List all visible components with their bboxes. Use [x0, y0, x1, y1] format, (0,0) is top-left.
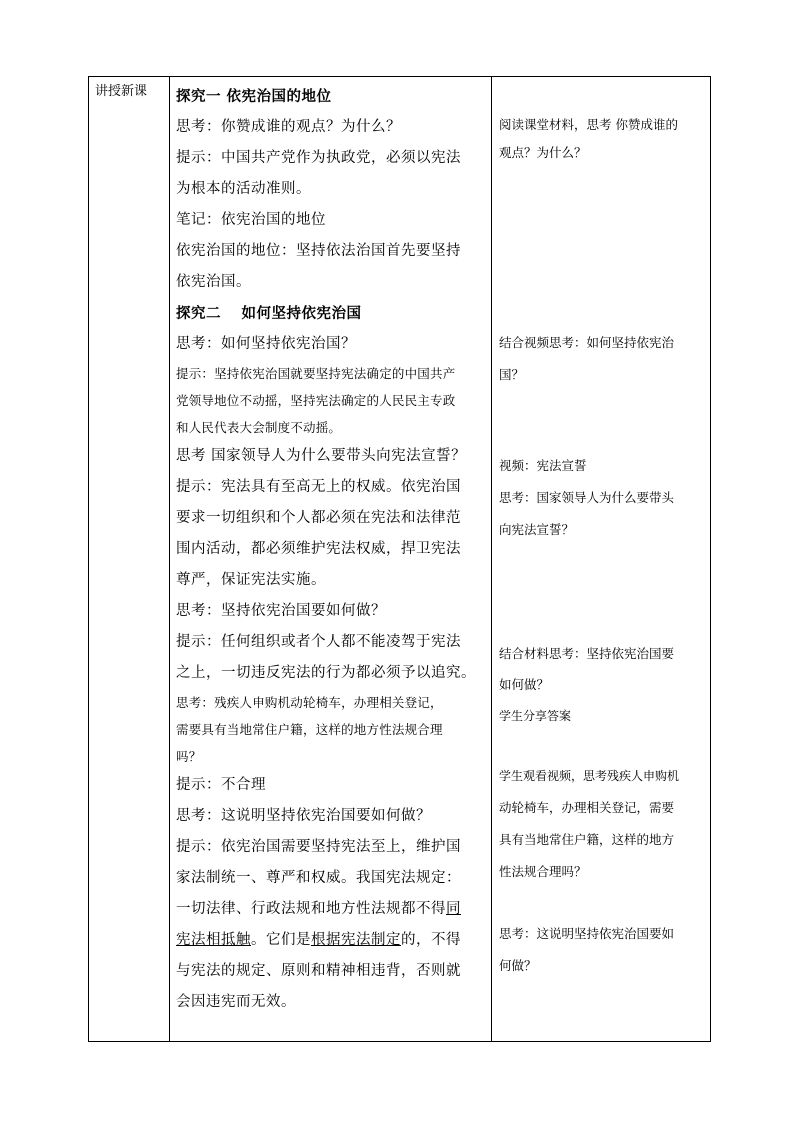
student-note: 何做？	[499, 958, 537, 973]
teaching-content-cell	[170, 77, 492, 1042]
underlined-text: 宪法相抵触	[176, 932, 251, 948]
content-line: 思考：残疾人申购机动轮椅车，办理相关登记，	[176, 695, 443, 710]
section-heading: 探究一 依宪治国的地位	[176, 88, 332, 105]
content-line	[176, 894, 485, 925]
student-activity-cell	[492, 77, 711, 1042]
stage-cell	[89, 77, 170, 1042]
student-note: 结合材料思考：坚持依宪治国要	[499, 646, 675, 661]
content-line: 依宪治国。	[176, 274, 251, 290]
lesson-table	[88, 76, 711, 1042]
underlined-text: 根据宪法制定	[311, 932, 401, 948]
student-note: 学生分享答案	[499, 709, 572, 723]
content-line: 提示：中国共产党作为执政党，必须以宪法	[176, 150, 461, 166]
line-text: 一切法律、行政法规和地方性法规都不得	[176, 901, 446, 917]
content-line: 提示：任何组织或者个人都不能凌驾于宪法	[176, 634, 461, 650]
content-line: 提示：不合理	[176, 777, 266, 793]
content-line: 围内活动，都必须维护宪法权威，捍卫宪法	[176, 541, 461, 557]
student-note: 思考：国家领导人为什么要带头	[499, 490, 675, 505]
content-line: 与宪法的规定、原则和精神相违背，否则就	[176, 963, 461, 979]
student-note: 国？	[499, 367, 525, 382]
content-line: 提示：依宪治国需要坚持宪法至上，维护国	[176, 839, 461, 855]
student-note: 思考：这说明坚持依宪治国要如	[499, 926, 675, 941]
content-line: 党领导地位不动摇，坚持宪法确定的人民民主专政	[176, 393, 456, 408]
content-line: 提示：宪法具有至高无上的权威。依宪治国	[176, 479, 461, 495]
content-line: 家法制统一、尊严和权威。我国宪法规定：	[176, 870, 461, 886]
student-note: 性法规合理吗？	[499, 864, 587, 879]
content-line: 要求一切组织和个人都必须在宪法和法律范	[176, 510, 461, 526]
content-line: 需要具有当地常住户籍，这样的地方性法规合理	[176, 722, 443, 737]
content-line: 会因违宪而无效。	[176, 994, 296, 1010]
content-line: 思考：你赞成谁的观点？为什么？	[176, 119, 401, 135]
student-note: 阅读课堂材料，思考 你赞成谁的	[499, 117, 678, 132]
content-line: 吗？	[176, 749, 202, 764]
content-line: 思考 国家领导人为什么要带头向宪法宣誓？	[176, 448, 467, 464]
content-line: 和人民代表大会制度不动摇。	[176, 420, 342, 435]
content-line: 提示：坚持依宪治国就要坚持宪法确定的中国共产	[176, 366, 456, 381]
section-heading: 探究二 如何坚持依宪治国	[176, 305, 362, 322]
line-text: 的，不得	[401, 932, 461, 948]
content-line: 笔记：依宪治国的地位	[176, 212, 326, 228]
student-note: 具有当地常住户籍，这样的地方	[499, 832, 675, 847]
underlined-text: 同	[446, 901, 461, 917]
content-line: 思考：坚持依宪治国要如何做？	[176, 603, 386, 619]
student-note: 视频：宪法宣誓	[499, 458, 587, 473]
line-text: 。它们是	[251, 932, 311, 948]
student-note: 学生观看视频，思考残疾人申购机	[499, 769, 680, 783]
student-note: 如何做？	[499, 677, 550, 692]
content-line: 依宪治国的地位：坚持依法治国首先要坚持	[176, 243, 461, 259]
content-line: 尊严，保证宪法实施。	[176, 572, 326, 588]
content-line: 为根本的活动准则。	[176, 181, 311, 197]
student-note: 动轮椅车，办理相关登记，需要	[499, 800, 675, 815]
stage-label: 讲授新课	[95, 84, 148, 99]
student-note: 结合视频思考：如何坚持依宪治	[499, 335, 675, 350]
student-note: 观点？为什么？	[499, 145, 587, 160]
content-line: 思考：这说明坚持依宪治国要如何做？	[176, 808, 431, 824]
content-line: 之上，一切违反宪法的行为都必须予以追究。	[176, 665, 476, 681]
table-row	[89, 77, 711, 1042]
content-line: 思考：如何坚持依宪治国？	[176, 336, 356, 352]
content-line	[176, 925, 485, 956]
student-note: 向宪法宣誓？	[499, 522, 575, 537]
